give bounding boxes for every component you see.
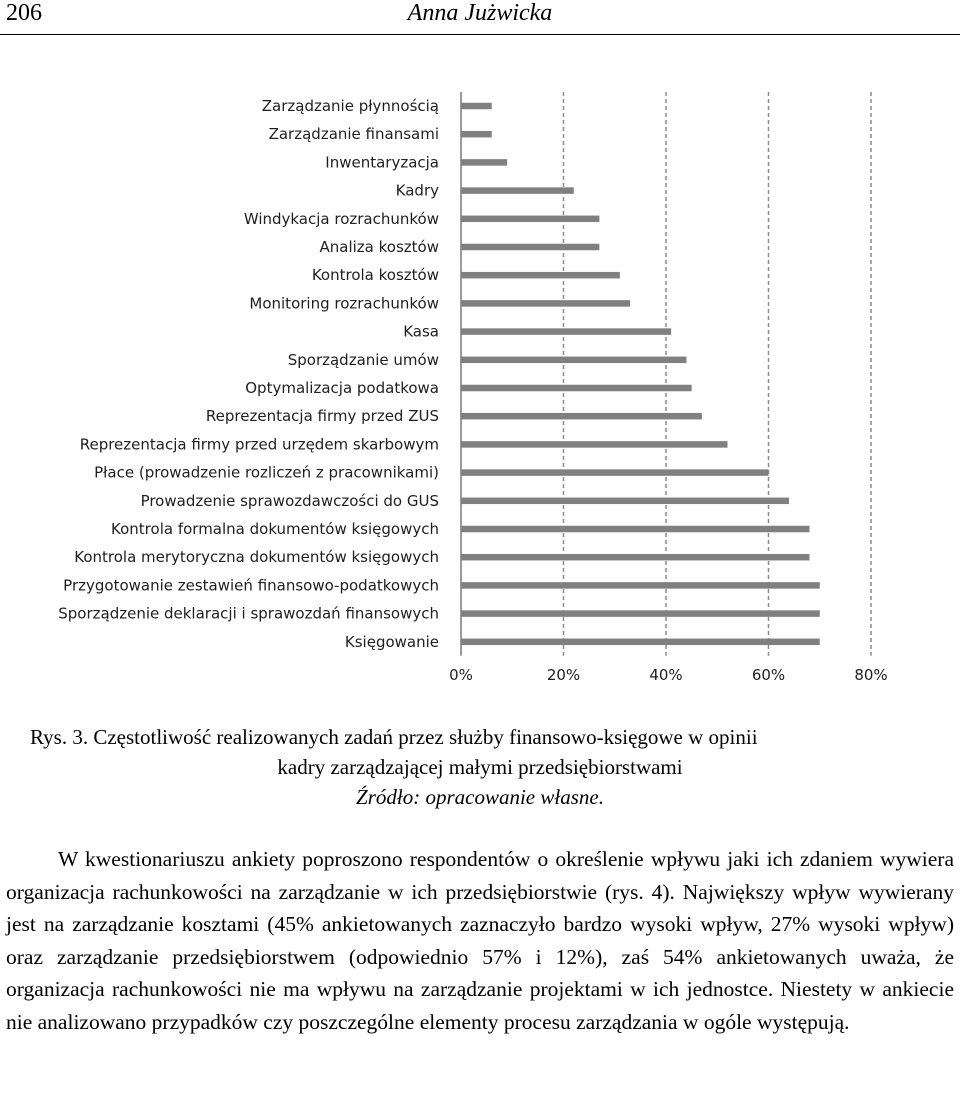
category-label: Kontrola merytoryczna dokumentów księgowych [74, 548, 439, 567]
category-label: Reprezentacja firmy przed urzędem skarbowym [79, 435, 439, 454]
bar [461, 244, 599, 251]
x-tick-label: 80% [854, 665, 888, 684]
bar-chart [0, 70, 960, 700]
bar [461, 498, 789, 505]
bar [461, 413, 702, 420]
category-label: Optymalizacja podatkowa [245, 379, 439, 397]
category-label: Sporządzanie umów [287, 350, 439, 369]
category-label: Zarządzanie płynnością [261, 97, 439, 115]
body-paragraph: W kwestionariuszu ankiety poproszono respondentów o określenie wpływu jaki ich zdaniem wywiera organizacja rachunkowości na zarządzanie w ich przedsiębiorstwie (rys. 4). Największy wpływ wywierany jest na zarządzanie kosztami (45% ankietowanych zaznaczyło bardzo wysoki wpływ, 27% wysoki wpływ) oraz zarządzanie przedsiębiorstwem (odpowiednio 57% i 12%), zaś 54% ankietowanych uważa, że organizacja rachunkowości nie ma wpływu na zarządzanie projektami w ich jednostce. Niestety w ankiecie nie analizowano przypadków czy poszczególne elementy procesu zarządzania w ogóle występują. [6, 847, 954, 1034]
category-label: Kontrola kosztów [311, 266, 439, 285]
category-label: Reprezentacja firmy przed ZUS [205, 407, 439, 426]
bar [461, 272, 620, 279]
figure-caption [30, 722, 930, 812]
bar [461, 441, 728, 448]
running-title: Anna Jużwicka [407, 0, 553, 26]
bar [461, 131, 492, 138]
bar [461, 610, 820, 617]
figure-chart [0, 70, 960, 700]
bar [461, 357, 687, 364]
bar [461, 526, 810, 533]
category-label: Windykacja rozrachunków [243, 209, 439, 228]
category-label: Kadry [395, 181, 439, 200]
x-tick-label: 20% [546, 665, 581, 684]
bar [461, 159, 507, 166]
caption-line-2: kadry zarządzającej małymi przedsiębiorstwami [277, 755, 683, 779]
category-label: Kontrola formalna dokumentów księgowych [111, 520, 439, 538]
caption-source: Źródło: opracowanie własne. [356, 785, 604, 809]
bar [461, 187, 574, 194]
bar [461, 103, 492, 110]
bar [461, 582, 820, 589]
caption-line-1: Rys. 3. Częstotliwość realizowanych zadań przez służby finansowo-księgowe w opinii [30, 725, 758, 749]
category-label: Płace (prowadzenie rozliczeń z pracownikami) [94, 463, 439, 482]
bar [461, 469, 769, 476]
bar [461, 639, 820, 646]
category-label: Sporządzenie deklaracji i sprawozdań finansowych [58, 604, 439, 623]
category-label: Zarządzanie finansami [268, 125, 439, 144]
x-tick-label: 0% [449, 665, 473, 684]
x-tick-label: 60% [751, 665, 786, 684]
bar [461, 300, 630, 307]
category-label: Analiza kosztów [319, 238, 439, 256]
bar [461, 328, 671, 335]
category-label: Kasa [403, 322, 439, 341]
bar [461, 554, 810, 561]
category-label: Księgowanie [344, 632, 439, 651]
category-label: Przygotowanie zestawień finansowo-podatkowych [63, 576, 439, 595]
category-label: Prowadzenie sprawozdawczości do GUS [140, 491, 439, 510]
bar [461, 216, 599, 223]
page-header [0, 0, 960, 35]
body-text [6, 843, 954, 1038]
x-tick-label: 40% [649, 665, 683, 684]
page-number: 206 [6, 0, 42, 26]
bar [461, 385, 692, 392]
category-label: Monitoring rozrachunków [249, 294, 439, 313]
category-label: Inwentaryzacja [325, 153, 439, 172]
